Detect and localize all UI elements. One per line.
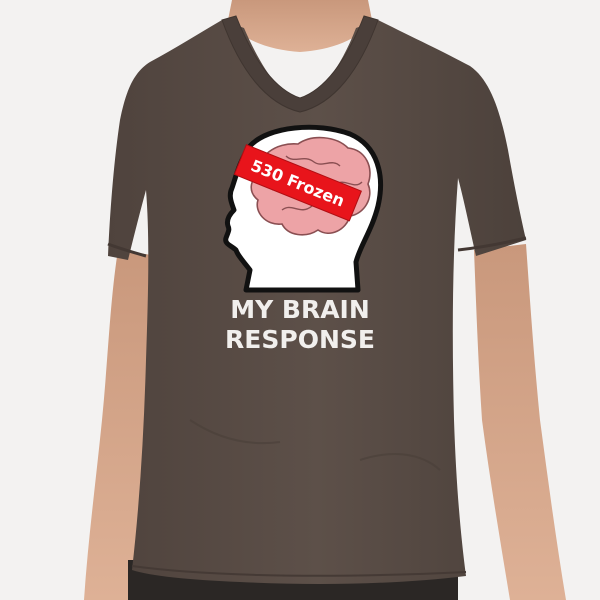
caption-line-1: MY BRAIN	[230, 295, 370, 324]
brain-head-graphic	[226, 127, 381, 290]
caption-line-2: RESPONSE	[225, 325, 375, 354]
band-label: 530 Frozen	[248, 155, 348, 211]
